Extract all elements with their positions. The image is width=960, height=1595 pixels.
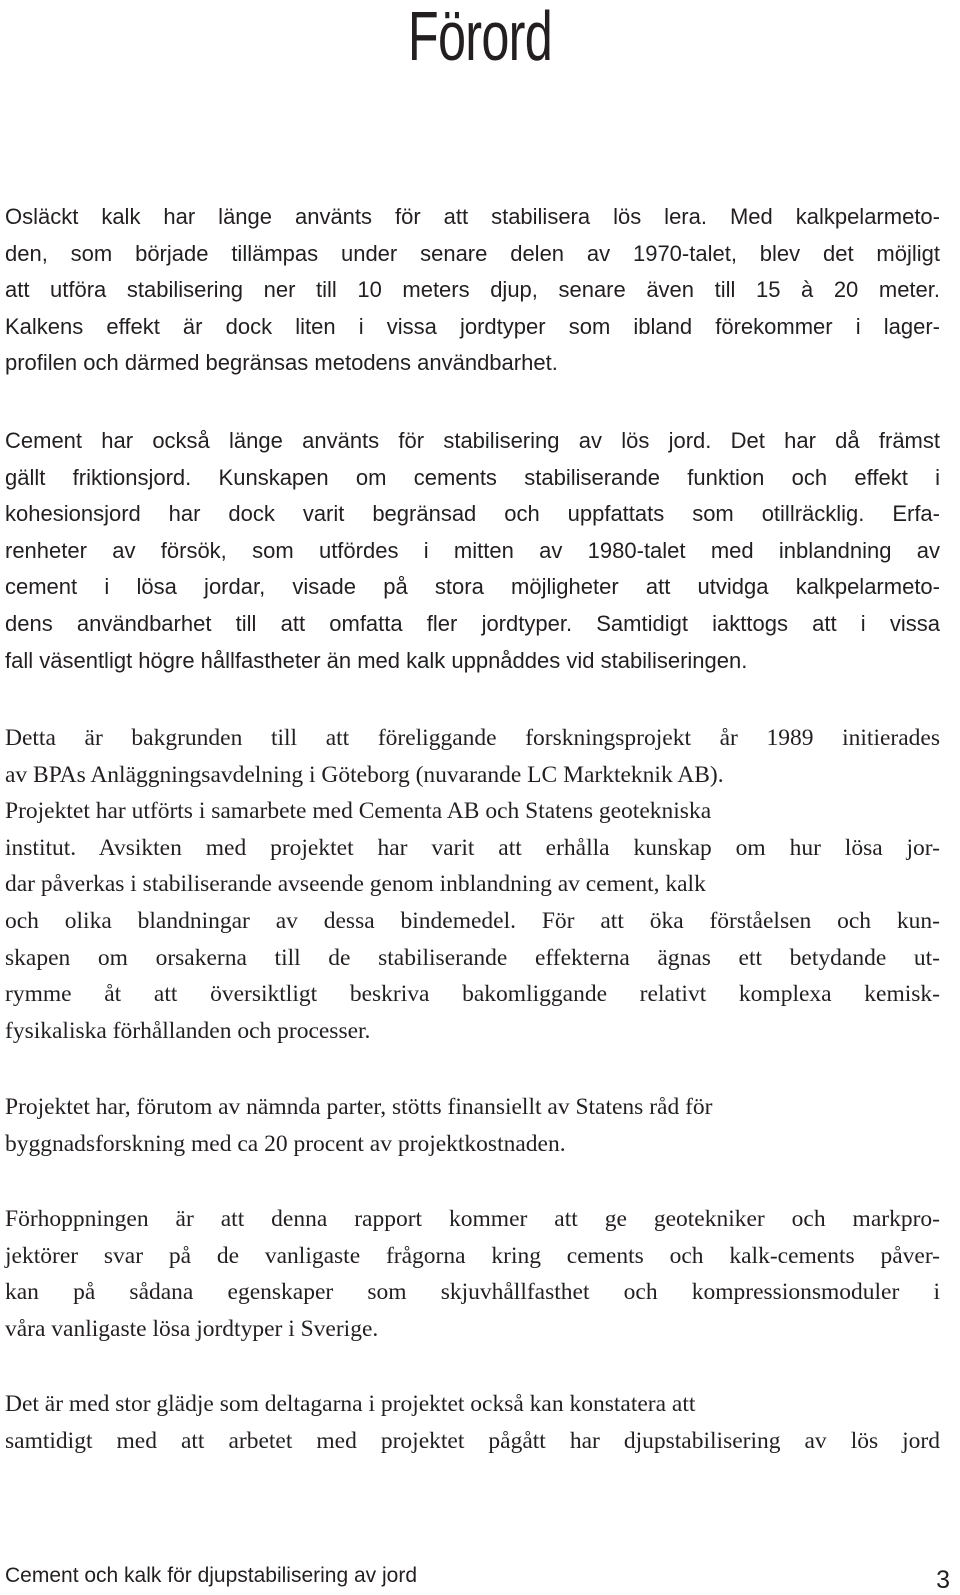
text-line: institut. Avsikten med projektet har varit att erhålla kunskap om hur lösa jor- <box>5 834 940 861</box>
text-line: Kalkens effekt är dock liten i vissa jordtyper som ibland förekommer i lager- <box>5 313 940 339</box>
paragraph-4 <box>5 1089 940 1162</box>
text-line: Osläckt kalk har länge använts för att stabilisera lös lera. Med kalkpelarmeto- <box>5 204 940 229</box>
text-line: jektörer svar på de vanligaste frågorna kring cements och kalk-cements påver- <box>5 1242 940 1269</box>
text-line: fysikaliska förhållanden och processer. <box>5 1017 371 1044</box>
text-line: dar påverkas i stabiliserande avseende genom inblandning av cement, kalk <box>5 871 706 898</box>
text-line: våra vanligaste lösa jordtyper i Sverige. <box>5 1315 379 1342</box>
page-title: Förord <box>407 0 553 75</box>
text-line: skapen om orsakerna till de stabiliserande effekterna ägnas ett betydande ut- <box>5 944 940 971</box>
running-footer: Cement och kalk för djupstabilisering av jord <box>5 1564 418 1587</box>
text-line: Cement har också länge använts för stabilisering av lös jord. Det har då främst <box>5 428 940 453</box>
text-line: samtidigt med att arbetet med projektet pågått har djupstabilisering av lös jord <box>5 1427 940 1454</box>
text-line: Det är med stor glädje som deltagarna i projektet också kan konstatera att <box>5 1391 696 1417</box>
text-line: kohesionsjord har dock varit begränsad och uppfattats som otillräcklig. Erfa- <box>5 501 940 527</box>
text-line: Förhoppningen är att denna rapport kommer att ge geotekniker och markpro- <box>5 1206 940 1232</box>
paragraph-3 <box>5 720 940 1049</box>
paragraph-2 <box>5 423 940 679</box>
paragraph-1 <box>5 199 940 382</box>
text-line: cement i lösa jordar, visade på stora möjligheter att utvidga kalkpelarmeto- <box>5 574 940 600</box>
text-line: fall väsentligt högre hållfastheter än med kalk uppnåddes vid stabiliseringen. <box>5 647 748 673</box>
text-line: renheter av försök, som utfördes i mitten av 1980-talet med inblandning av <box>5 537 940 563</box>
text-line: Projektet har utförts i samarbete med Cementa AB och Statens geotekniska <box>5 798 712 825</box>
text-line: kan på sådana egenskaper som skjuvhållfasthet och kompressionsmoduler i <box>5 1279 940 1306</box>
text-line: gällt friktionsjord. Kunskapen om cements stabiliserande funktion och effekt i <box>5 464 940 490</box>
paragraph-5 <box>5 1201 940 1347</box>
text-line: av BPAs Anläggningsavdelning i Göteborg (nuvarande LC Markteknik AB). <box>5 761 724 788</box>
paragraph-6 <box>5 1386 940 1459</box>
text-line: den, som började tillämpas under senare delen av 1970-talet, blev det möjligt <box>5 240 940 266</box>
text-line: dens användbarhet till att omfatta fler jordtyper. Samtidigt iakttogs att i vissa <box>5 610 940 636</box>
text-line: Detta är bakgrunden till att föreliggande forskningsprojekt år 1989 initierades <box>5 725 940 751</box>
text-line: byggnadsforskning med ca 20 procent av projektkostnaden. <box>5 1130 566 1157</box>
text-line: Projektet har, förutom av nämnda parter, stötts finansiellt av Statens råd för <box>5 1094 713 1120</box>
text-line: och olika blandningar av dessa bindemedel. För att öka förståelsen och kun- <box>5 907 940 934</box>
text-line: att utföra stabilisering ner till 10 meters djup, senare även till 15 à 20 meter. <box>5 277 940 303</box>
text-line: profilen och därmed begränsas metodens användbarhet. <box>5 350 558 376</box>
page-number: 3 <box>936 1566 950 1594</box>
text-line: rymme åt att översiktligt beskriva bakomliggande relativt komplexa kemisk- <box>5 981 940 1008</box>
